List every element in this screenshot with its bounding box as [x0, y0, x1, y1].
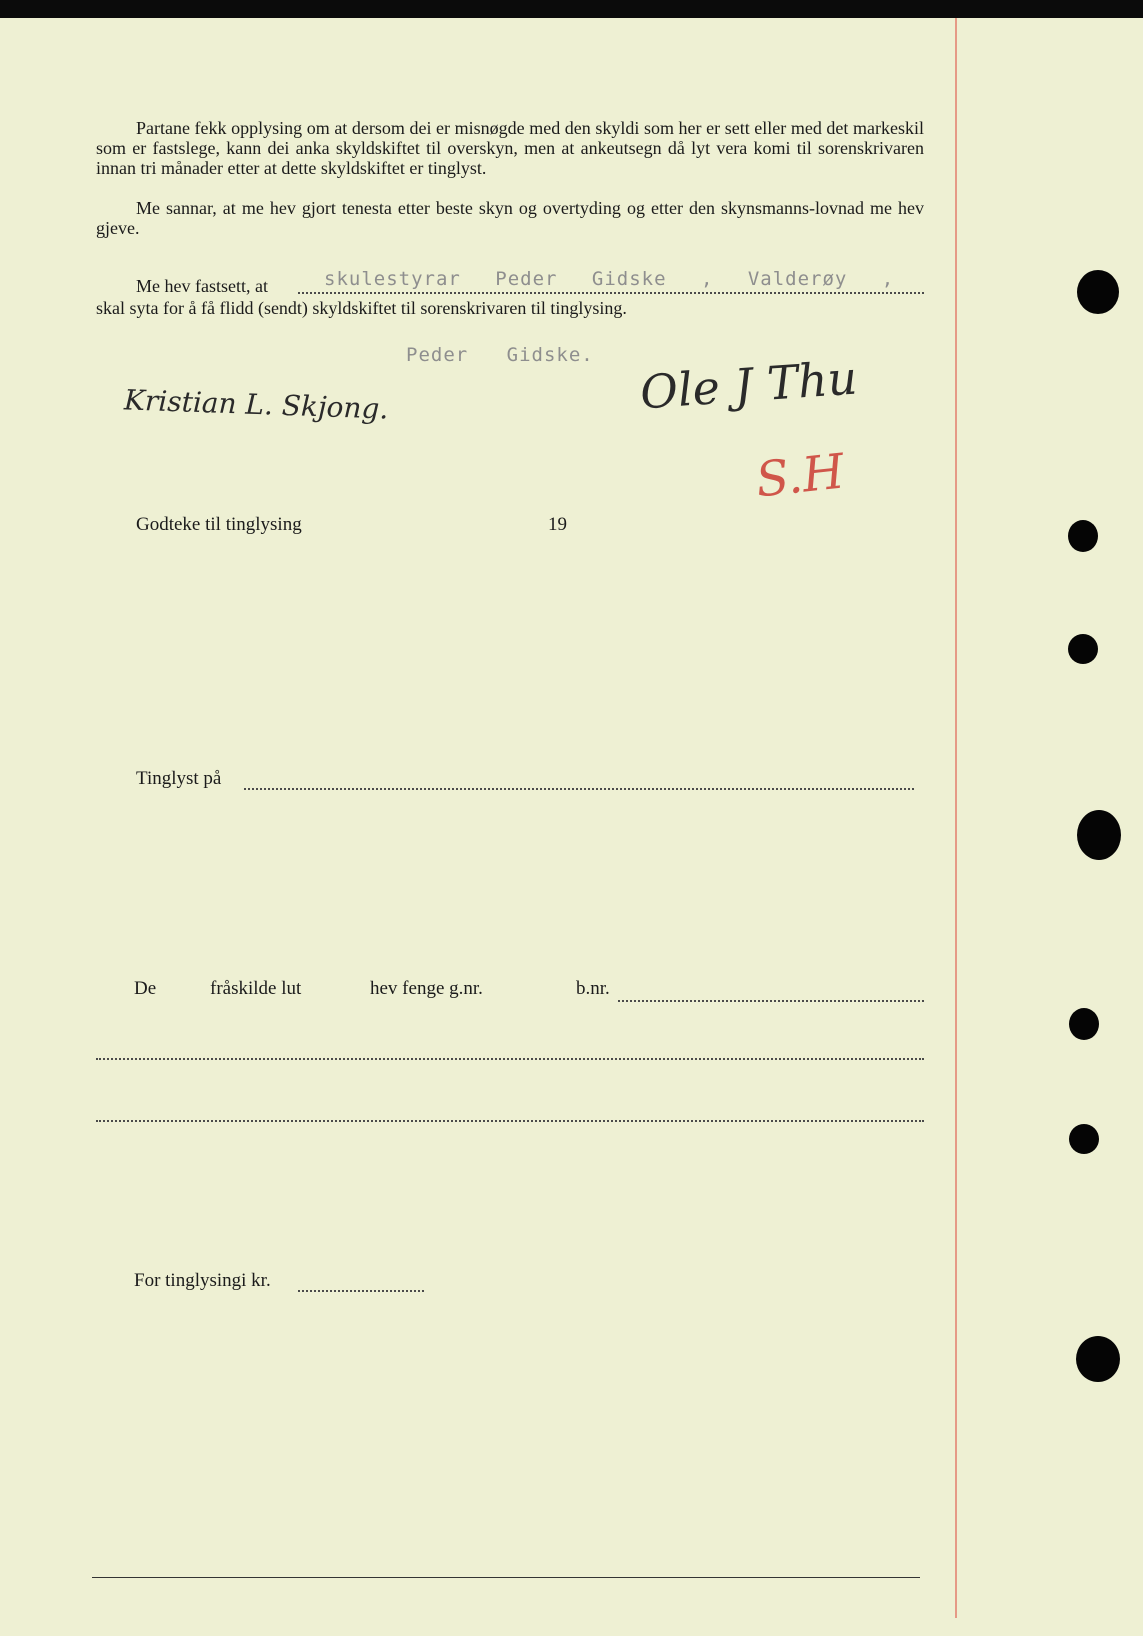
fastsett-dotted-line	[298, 292, 924, 294]
tinglyst-dotted-line	[244, 788, 914, 790]
typed-name: Peder Gidske.	[406, 344, 594, 366]
tinglysingi-label: For tinglysingi kr.	[134, 1270, 271, 1291]
fastsett-line2: skal syta for å få flidd (sendt) skyldskiftet til sorenskrivaren til tinglysing.	[96, 298, 627, 318]
blank-dotted-line-1	[96, 1058, 924, 1060]
godteke-year: 19	[548, 514, 567, 535]
paragraph-appeal-info: Partane fekk opplysing om at dersom dei er misnøgde med den skyldi som her er sett eller med det markeskil som er fastslege, kann dei anka skyldskiftet til overskyn, men at ankeutsegn då lyt vera komi til sorenskrivaren innan tri månader etter at dette skyldskiftet er tinglyst.	[96, 118, 924, 178]
fastsett-typed-value: skulestyrar Peder Gidske , Valderøy ,	[324, 268, 895, 290]
punch-hole	[1076, 1336, 1120, 1382]
punch-hole	[1077, 810, 1121, 860]
bnr-dotted-line	[618, 1000, 924, 1002]
punch-hole	[1069, 1124, 1099, 1154]
bottom-rule	[92, 1577, 920, 1578]
tinglyst-label: Tinglyst på	[136, 768, 222, 789]
punch-hole	[1068, 634, 1098, 664]
paragraph-declaration: Me sannar, at me hev gjort tenesta etter beste skyn og overtyding og etter den skynsmanns-lovnad me hev gjeve.	[96, 198, 924, 238]
fraskilde-lut: fråskilde lut	[210, 978, 302, 999]
fraskilde-de: De	[134, 978, 157, 999]
fraskilde-bnr: b.nr.	[576, 978, 610, 999]
red-initials: S.H	[753, 443, 847, 509]
signature-right: Ole J Thu	[638, 350, 859, 420]
punch-hole	[1068, 520, 1098, 552]
document-page	[0, 18, 1143, 1636]
margin-line	[955, 18, 957, 1618]
tinglysingi-dotted-line	[298, 1290, 424, 1292]
godteke-label: Godteke til tinglysing	[136, 514, 302, 535]
punch-hole	[1069, 1008, 1099, 1040]
fraskilde-gnr: hev fenge g.nr.	[370, 978, 483, 999]
fastsett-label: Me hev fastsett, at	[136, 276, 268, 296]
blank-dotted-line-2	[96, 1120, 924, 1122]
punch-hole	[1077, 270, 1119, 314]
signature-left: Kristian L. Skjong.	[123, 383, 389, 426]
